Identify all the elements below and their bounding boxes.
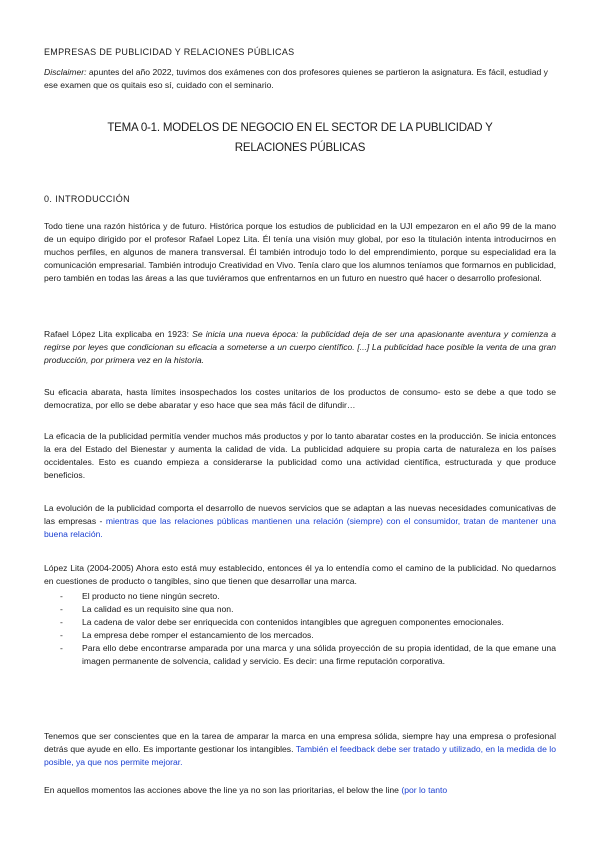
- paragraph-2-quote: Se inicia una nueva época: la publicidad deja de ser una apasionante aventura y comienza a regirse por leyes que condicionan su eficacia a someterse a un cuerpo científico. [...] La publicidad hace posible la venta de una gran producción, por primera vez en la historia.: [44, 329, 556, 365]
- paragraph-5-text: La evolución de la publicidad comporta el desarrollo de nuevos servicios que se adaptan a las nuevas necesidades comunicativas de las empresas -: [44, 503, 556, 526]
- paragraph-1: Todo tiene una razón histórica y de futuro. Histórica porque los estudios de publicidad en la UJI empezaron en el año 99 de la mano de un equipo dirigido por el profesor Rafael Lopez Lita. Él tenía una visión muy global, por eso la titulación intenta introducirnos en muchos perfiles, en algunos de manera transversal. Él también introdujo todo lo del emprendimiento, porque su especialidad era la comunicación empresarial. También introdujo Creatividad en Vivo. Tenía claro que los alumnos teníamos que formarnos en publicidad, pero también en todas las áreas a las que tuviéramos que enfrentarnos en un futuro en nuestro qué hacer o desarrollo profesional.: [44, 221, 556, 283]
- paragraph-6: López Lita (2004-2005) Ahora esto está muy establecido, entonces él ya lo entendía como el camino de la publicidad. No quedarnos en cuestiones de producto o tangibles, sino que tienen que desarrollar una marca.: [44, 563, 556, 586]
- title-line-2: RELACIONES PÚBLICAS: [234, 142, 366, 154]
- list-item: - La cadena de valor debe ser enriquecida con contenidos intangibles que agreguen componentes emocionales.: [44, 616, 556, 629]
- paragraph-8-text: En aquellos momentos las acciones above the line ya no son las prioritarias, el below the line: [44, 785, 402, 795]
- paragraph-4: La eficacia de la publicidad permitía vender muchos más productos y por lo tanto abaratar costes en la producción. Se inicia entonces la era del Estado del Bienestar y aumenta la calidad de vida. La publicidad adquiere su propia carta de naturaleza en los países occidentales. Esto es cuando empieza a considerarse la publicidad como una actividad científica, estructurada y que produce beneficios.: [44, 431, 556, 480]
- list-item: - La calidad es un requisito sine qua non.: [44, 603, 556, 616]
- paragraph-7-text: Tenemos que ser conscientes que en la tarea de amparar la marca en una empresa sólida, siempre hay una empresa o profesional detrás que ayude en ello. Es importante gestionar los intangibles.: [44, 731, 556, 754]
- paragraph-8: [44, 784, 556, 797]
- list-item: - Para ello debe encontrarse amparada por una marca y una sólida proyección de su propia identidad, de la que emane una imagen permanente de solvencia, calidad y servicio. Es decir: una firme reputación corporativa.: [44, 642, 556, 668]
- page-title: [44, 118, 556, 158]
- disclaimer-label: Disclaimer:: [44, 67, 87, 77]
- section-heading: 0. INTRODUCCIÓN: [44, 194, 131, 204]
- paragraph-8-highlight: (por lo tanto: [401, 785, 448, 795]
- title-line-1: TEMA 0-1. MODELOS DE NEGOCIO EN EL SECTOR DE LA PUBLICIDAD Y: [107, 122, 493, 134]
- paragraph-2-intro: Rafael López Lita explicaba en 1923:: [44, 329, 193, 339]
- list-item: - La empresa debe romper el estancamiento de los mercados.: [44, 629, 556, 642]
- paragraph-3: Su eficacia abarata, hasta límites insospechados los costes unitarios de los productos de consumo- esto se debe a que todo se democratiza, por ello se debe abaratar y eso hace que sea más fácil de difundir…: [44, 387, 556, 410]
- paragraph-5: [44, 502, 556, 541]
- paragraph-7: [44, 730, 556, 769]
- document-header: EMPRESAS DE PUBLICIDAD Y RELACIONES PÚBLICAS: [44, 47, 295, 57]
- paragraph-5-highlight: mientras que las relaciones públicas mantienen una relación (siempre) con el consumidor, tratan de mantener una buena relación.: [44, 516, 557, 539]
- list-item: - El producto no tiene ningún secreto.: [44, 590, 556, 603]
- bullet-list: [44, 590, 556, 668]
- paragraph-7-highlight: También el feedback debe ser tratado y utilizado, en la medida de lo posible, ya que nos permite mejorar.: [44, 744, 556, 767]
- disclaimer: [44, 66, 556, 92]
- paragraph-2: [44, 328, 556, 367]
- disclaimer-text: apuntes del año 2022, tuvimos dos exámenes con dos profesores quienes se partieron la asignatura. Es fácil, estudiad y ese examen que os quitais eso sí, cuidado con el seminario.: [44, 67, 548, 90]
